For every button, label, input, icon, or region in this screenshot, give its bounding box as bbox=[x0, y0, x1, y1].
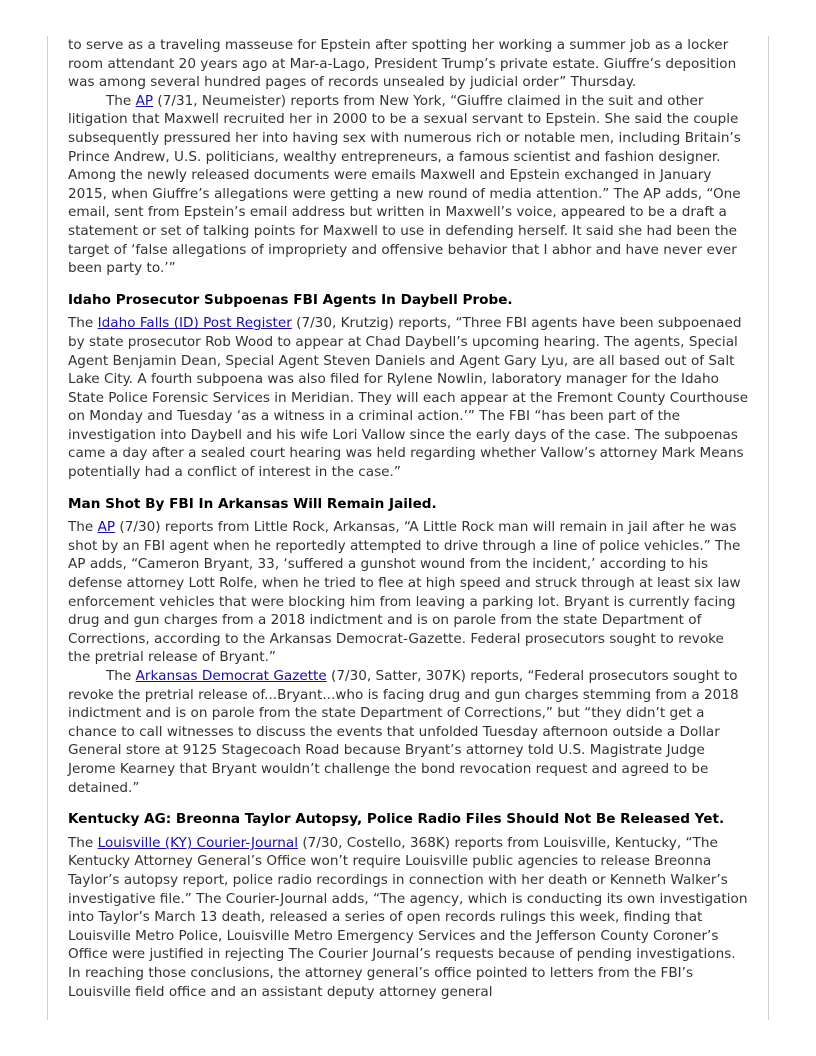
paragraph-lead: The bbox=[68, 834, 98, 851]
ap-source-link[interactable]: AP bbox=[97, 519, 116, 536]
kentucky-paragraph bbox=[68, 834, 750, 1001]
kentucky-headline: Kentucky AG: Breonna Taylor Autopsy, Police Radio Files Should Not Be Released Yet. bbox=[68, 811, 725, 828]
document-body bbox=[68, 36, 750, 1001]
page-border-left bbox=[47, 36, 48, 1020]
idaho-headline: Idaho Prosecutor Subpoenas FBI Agents In Daybell Probe. bbox=[68, 291, 513, 308]
idaho-paragraph bbox=[68, 314, 750, 481]
courier-journal-source-link[interactable]: Louisville (KY) Courier-Journal bbox=[97, 834, 299, 851]
ap-source-link[interactable]: AP bbox=[135, 92, 154, 109]
paragraph-text: (7/30) reports from Little Rock, Arkansas, “A Little Rock man will remain in jail after he was shot by an FBI agent when he reportedly attempted to drive through a line of police vehicles.” The AP adds, “Cameron Bryant, 33, ‘suffered a gunshot wound from the incident,’ according to his defense attorney Lott Rolfe, when he tried to flee at high speed and struck through at least six law enforcement vehicles that were blocking him from leaving a parking lot. Bryant is currently facing drug and gun charges from a 2018 indictment and is on parole from the state Department of Corrections, according to the Arkansas Democrat-Gazette. Federal prosecutors sought to revoke the pretrial release of Bryant.” bbox=[68, 519, 741, 666]
paragraph-lead: The bbox=[68, 519, 98, 536]
democrat-gazette-source-link[interactable]: Arkansas Democrat Gazette bbox=[135, 668, 327, 684]
paragraph-lead: The bbox=[106, 668, 136, 684]
paragraph-text: (7/30, Krutzig) reports, “Three FBI agents have been subpoenaed by state prosecutor Rob Wood to appear at Chad Daybell’s upcoming hearing. The agents, Special Agent Benjamin Dean, Special Agent Steven Daniels and Agent Gary Lyu, are all based out of Salt Lake City. A fourth subpoena was also filed for Rylene Nowlin, laboratory manager for the Idaho State Police Forensic Services in Meridian. They will each appear at the Fremont County Courthouse on Monday and Tuesday ‘as a witness in a criminal action.’” The FBI “has been part of the investigation into Daybell and his wife Lori Vallow since the early days of the case. The subpoenas came a day after a sealed court hearing was held regarding whether Vallow’s attorney Mark Means potentially had a conflict of interest in the case.” bbox=[68, 315, 749, 481]
arkansas-ap-paragraph bbox=[68, 518, 750, 667]
paragraph-lead: The bbox=[106, 92, 136, 109]
paragraph-text: (7/31, Neumeister) reports from New York, “Giuffre claimed in the suit and other litigation that Maxwell recruited her in 2000 to be a sexual servant to Epstein. She said the couple subsequently pressured her into having sex with numerous rich or notable men, including Britain’s Prince Andrew, U.S. politicians, wealthy entrepreneurs, a famous scientist and fashion designer. Among the newly released documents were emails Maxwell and Epstein exchanged in January 2015, when Giuffre’s allegations were getting a new round of media attention.” The AP adds, “One email, sent from Epstein’s email address but written in Maxwell’s voice, appeared to be a draft a statement or set of talking points for Maxwell to use in defending herself. It said she had been the target of ‘false allegations of impropriety and offensive behavior that I abhor and have never ever been party to.’” bbox=[68, 92, 741, 277]
paragraph-text: (7/30, Satter, 307K) reports, “Federal prosecutors sought to revoke the pretrial release of...Bryant...who is facing drug and gun charges stemming from a 2018 indictment and is on parole from the state Department of Corrections,” but “they didn’t get a chance to call witnesses to discuss the events that unfolded Tuesday afternoon outside a Dollar General store at 9125 Stagecoach Road because Bryant’s attorney told U.S. Magistrate Judge Jerome Kearney that Bryant wouldn’t challenge the bond revocation request and agreed to be detained.” bbox=[68, 668, 739, 796]
page-border-right bbox=[768, 36, 769, 1020]
arkansas-headline: Man Shot By FBI In Arkansas Will Remain Jailed. bbox=[68, 495, 437, 512]
post-register-source-link[interactable]: Idaho Falls (ID) Post Register bbox=[97, 315, 292, 332]
arkansas-gazette-paragraph bbox=[68, 667, 750, 797]
paragraph-text: (7/30, Costello, 368K) reports from Louisville, Kentucky, “The Kentucky Attorney General’s Office won’t require Louisville public agencies to release Breonna Taylor’s autopsy report, police radio recordings in connection with her death or Kenneth Walker’s investigative file.” The Courier-Journal adds, “The agency, which is conducting its own investigation into Taylor’s March 13 death, released a series of open records rulings this week, finding that Louisville Metro Police, Louisville Metro Emergency Services and the Jefferson County Coroner’s Office were justified in rejecting The Courier Journal’s requests because of pending investigations. In reaching those conclusions, the attorney general’s office pointed to letters from the FBI’s Louisville field office and an assistant deputy attorney general bbox=[68, 834, 748, 1000]
paragraph-lead: The bbox=[68, 315, 98, 332]
epstein-paragraph-continuation: to serve as a traveling masseuse for Epstein after spotting her working a summer job as a locker room attendant 20 years ago at Mar-a-Lago, President Trump’s private estate. Giuffre’s deposition was among several hundred pages of records unsealed by judicial order” Thursday. bbox=[68, 37, 737, 91]
epstein-ap-paragraph bbox=[68, 92, 750, 278]
